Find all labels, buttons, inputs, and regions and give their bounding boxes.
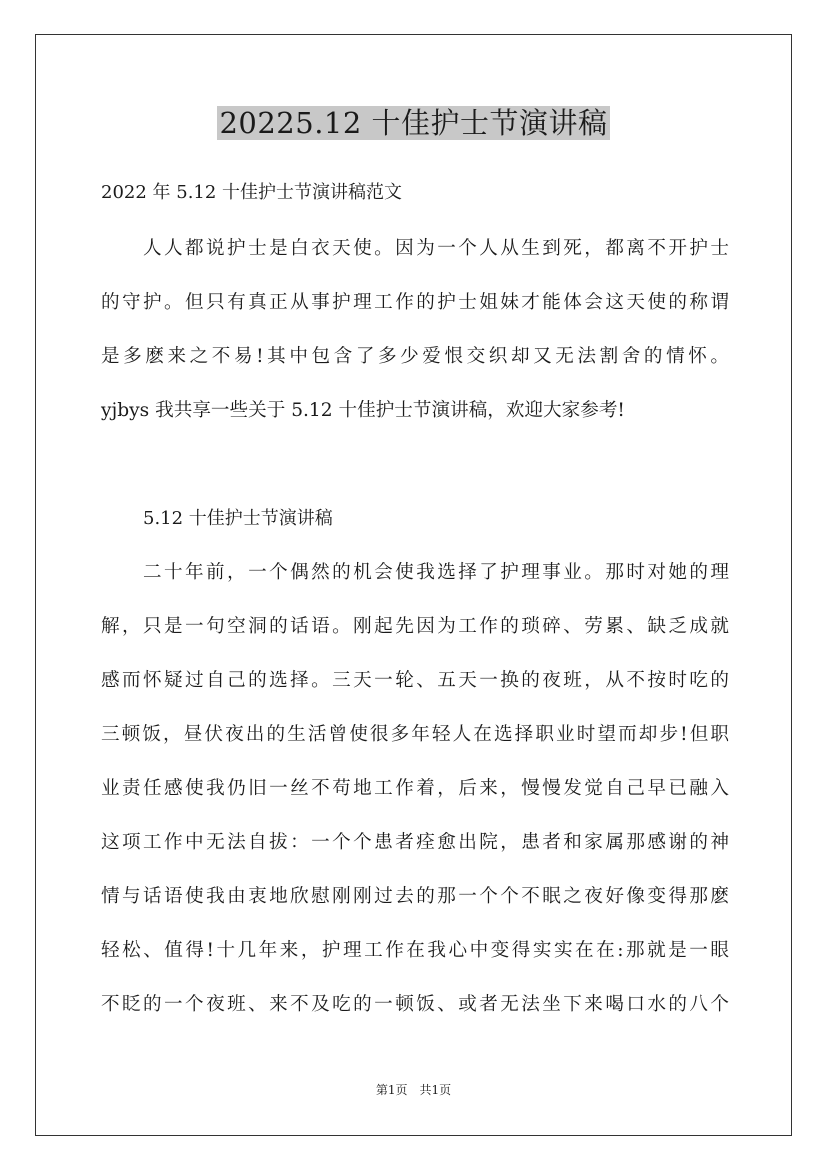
body-paragraph-line: 轻松、值得!十几年来，护理工作在我心中变得实实在在:那就是一眼: [101, 940, 729, 961]
document-subtitle: 2022 年 5.12 十佳护士节演讲稿范文: [101, 182, 403, 203]
intro-paragraph-line: yjbys 我共享一些关于 5.12 十佳护士节演讲稿，欢迎大家参考!: [101, 400, 625, 421]
body-paragraph-line: 不眨的一个夜班、来不及吃的一顿饭、或者无法坐下来喝口水的八个: [101, 994, 729, 1015]
body-paragraph-line: 三顿饭，昼伏夜出的生活曾使很多年轻人在选择职业时望而却步!但职: [101, 724, 729, 745]
section-heading: 5.12 十佳护士节演讲稿: [143, 508, 333, 529]
body-paragraph-line: 感而怀疑过自己的选择。三天一轮、五天一换的夜班，从不按时吃的: [101, 670, 729, 691]
body-paragraph-line: 这项工作中无法自拔：一个个患者痊愈出院，患者和家属那感谢的神: [101, 832, 729, 853]
intro-paragraph-line: 的守护。但只有真正从事护理工作的护士姐妹才能体会这天使的称谓: [101, 292, 729, 313]
body-paragraph-line: 情与话语使我由衷地欣慰刚刚过去的那一个个不眠之夜好像变得那麽: [101, 886, 729, 907]
document-title: 20225.12 十佳护士节演讲稿: [219, 106, 608, 140]
intro-paragraph-line: 是多麽来之不易!其中包含了多少爱恨交织却又无法割舍的情怀。: [101, 346, 729, 367]
body-paragraph-line: 业责任感使我仍旧一丝不苟地工作着，后来，慢慢发觉自己早已融入: [101, 778, 729, 799]
body-paragraph-line: 解，只是一句空洞的话语。刚起先因为工作的琐碎、劳累、缺乏成就: [101, 616, 729, 637]
intro-paragraph-line: 人人都说护士是白衣天使。因为一个人从生到死，都离不开护士: [143, 238, 729, 259]
body-paragraph-line: 二十年前，一个偶然的机会使我选择了护理事业。那时对她的理: [143, 562, 729, 583]
page-number-footer: 第1页 共1页: [375, 1083, 452, 1097]
